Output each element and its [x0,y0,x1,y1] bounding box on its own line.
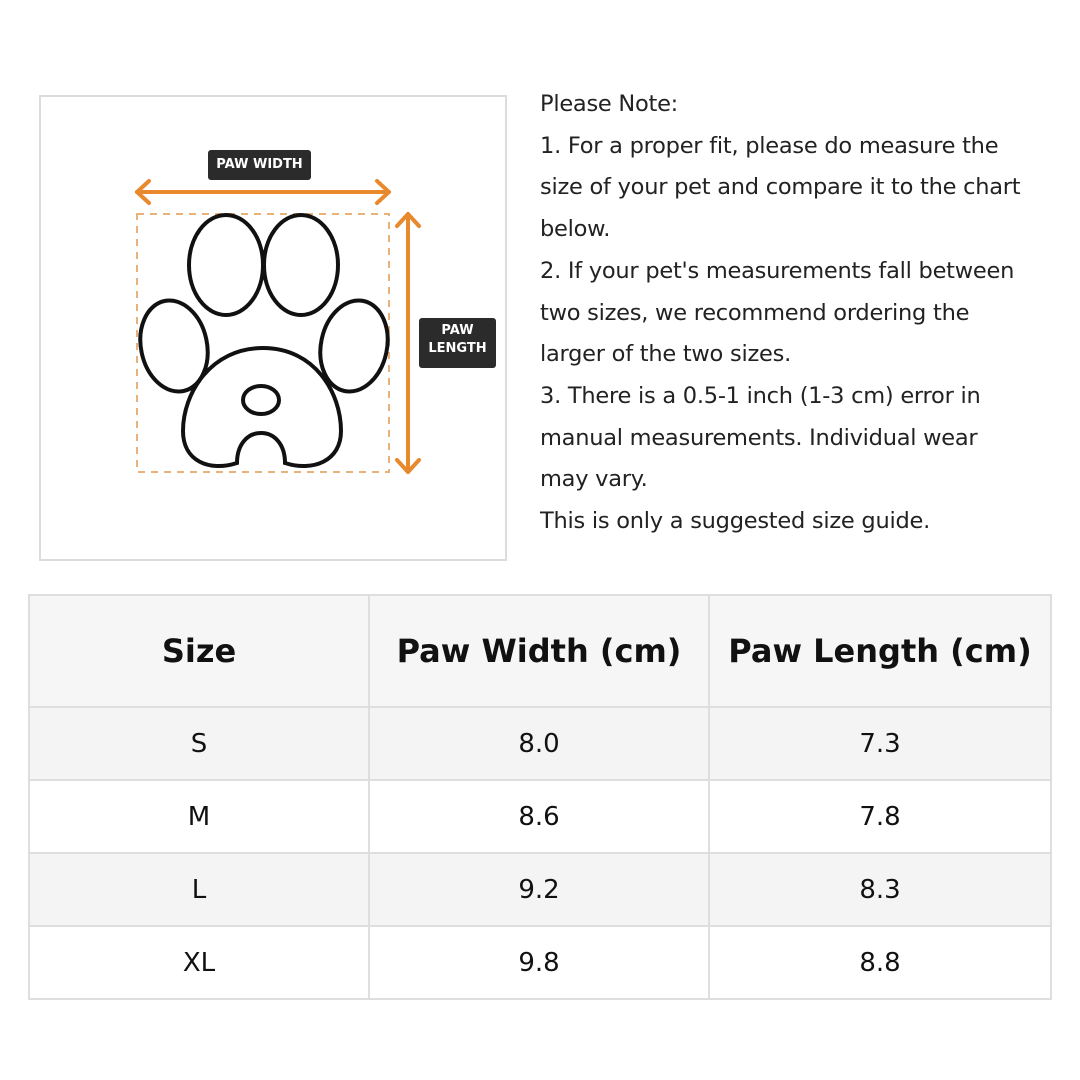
notes-heading: Please Note: [540,91,679,117]
paw-length-label-line1: PAW [441,323,474,338]
notes-line: may vary. [540,466,648,493]
cell-paw-length: 8.3 [709,853,1051,926]
cell-paw-width: 8.6 [369,780,709,853]
table-row [29,853,1051,926]
cell-size: L [29,853,369,926]
notes-line: larger of the two sizes. [540,341,791,368]
paw-length-label [419,318,496,368]
cell-paw-length: 7.3 [709,707,1051,780]
notes-line: 3. There is a 0.5-1 inch (1-3 cm) error in [540,382,981,409]
cell-size: S [29,707,369,780]
cell-paw-width: 9.8 [369,926,709,999]
notes-line: 2. If your pet's measurements fall between [540,257,1015,284]
cell-paw-length: 8.8 [709,926,1051,999]
paw-length-label-line2: LENGTH [428,340,487,356]
table-row [29,780,1051,853]
cell-size: M [29,780,369,853]
notes-line: manual measurements. Individual wear [540,424,978,451]
size-chart-table [28,594,1052,1000]
notes-line: two sizes, we recommend ordering the [540,299,970,326]
notes-line: This is only a suggested size guide. [540,508,931,535]
paw-diagram [39,95,507,561]
cell-paw-length: 7.8 [709,780,1051,853]
header-paw-width: Paw Width (cm) [369,595,709,707]
paw-width-label: PAW WIDTH [208,150,311,180]
header-size: Size [29,595,369,707]
notes-panel [540,84,1060,543]
header-paw-length: Paw Length (cm) [709,595,1051,707]
table-row [29,707,1051,780]
width-arrow-icon [137,181,389,203]
notes-line: size of your pet and compare it to the chart [540,174,1021,201]
cell-paw-width: 9.2 [369,853,709,926]
notes-line: below. [540,216,611,243]
table-row [29,926,1051,999]
table-header-row [29,595,1051,707]
cell-paw-width: 8.0 [369,707,709,780]
paw-print-icon [132,215,396,466]
cell-size: XL [29,926,369,999]
notes-line: 1. For a proper fit, please do measure the [540,132,999,159]
length-arrow-icon [397,214,419,472]
